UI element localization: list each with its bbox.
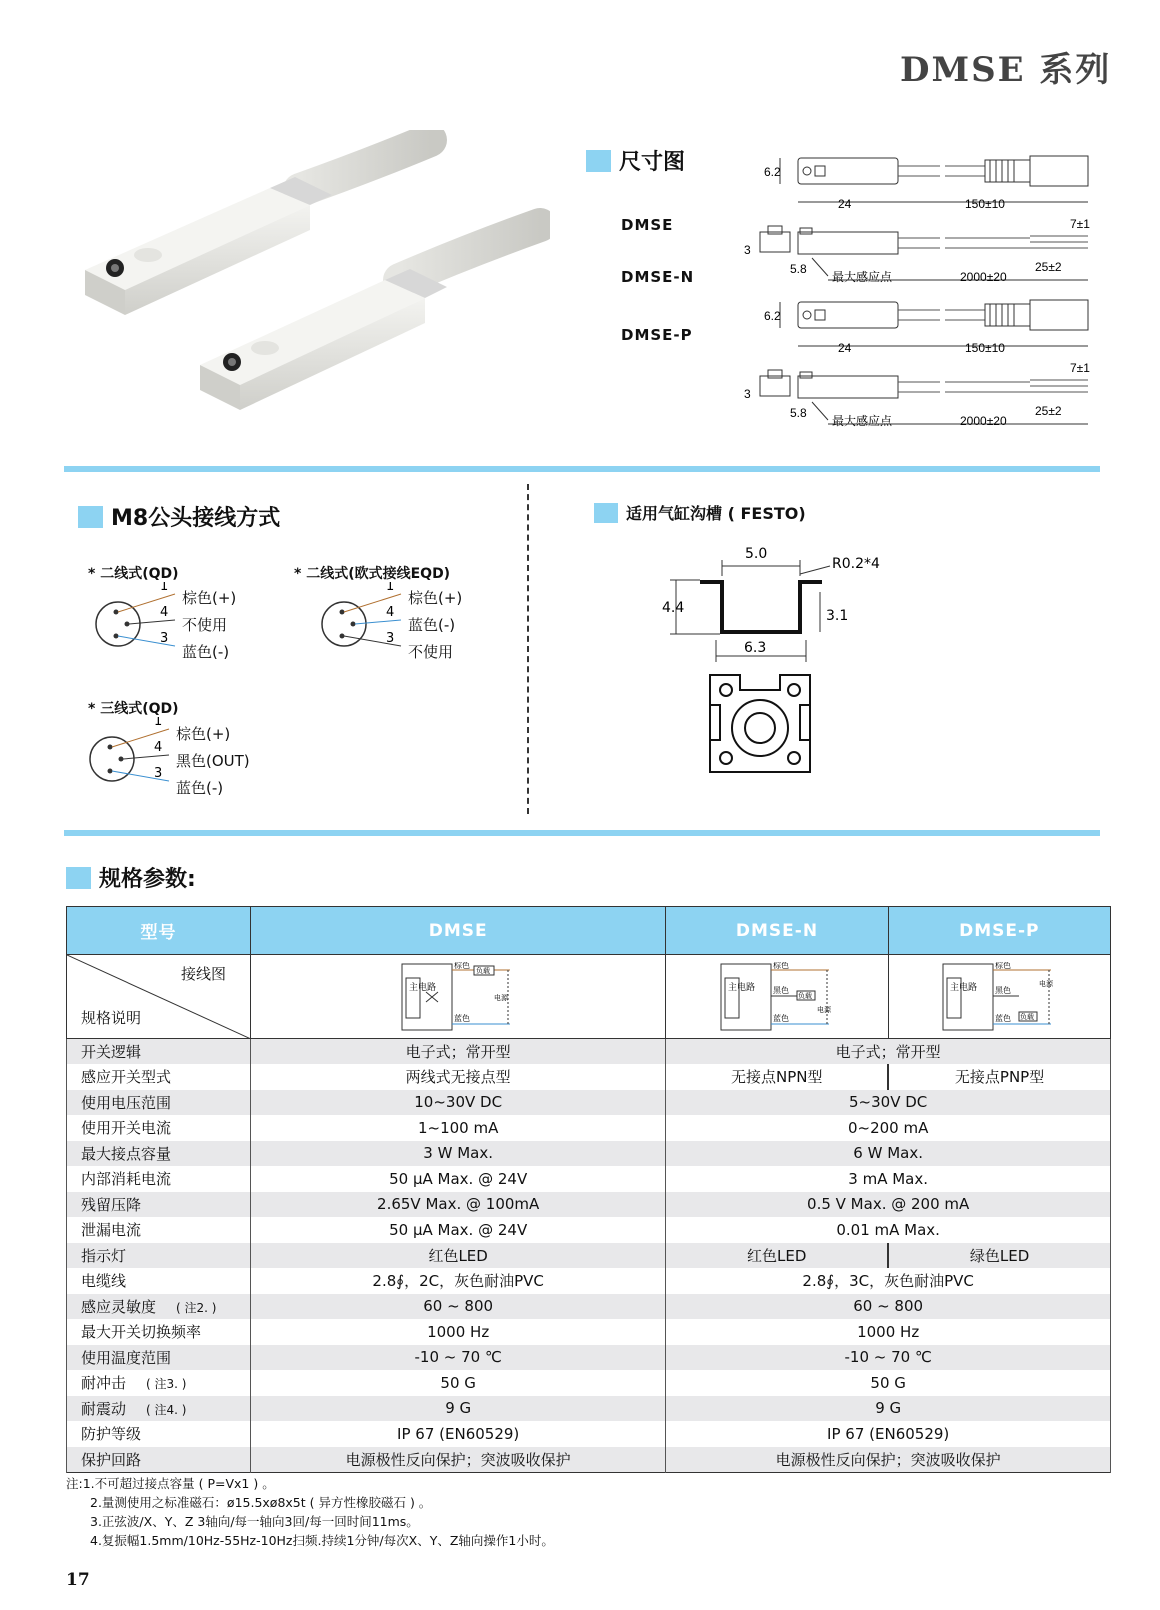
svg-text:电源: 电源 xyxy=(816,1005,831,1014)
spec-label: 感应开关型式 xyxy=(67,1064,251,1090)
groove-radius: R0.2*4 xyxy=(832,556,880,572)
dim-tip: 7±1 xyxy=(1070,362,1090,375)
groove-drawing xyxy=(660,540,910,790)
spec-value-dmse: 50 μA Max. @ 24V xyxy=(251,1166,666,1192)
dim-sense-offset: 5.8 xyxy=(790,406,807,420)
page-number: 17 xyxy=(66,1570,90,1590)
header-dmse-p: DMSE-P xyxy=(888,907,1110,955)
dim-strip: 25±2 xyxy=(1035,260,1062,274)
three-wire-qd-title: * 三线式(QD) xyxy=(88,701,179,717)
pin3-label: 蓝色(-) xyxy=(176,779,224,797)
connector-two-wire-qd xyxy=(90,582,190,662)
spec-row xyxy=(67,1039,1111,1065)
circuit-dmse xyxy=(251,955,666,1039)
note-3: 3.正弦波/X、Y、Z 3轴向/每一轴向3回/每一回时间11ms。 xyxy=(90,1514,419,1529)
dim-thickness: 3 xyxy=(744,387,751,401)
pin1-label: 棕色(+) xyxy=(176,725,231,743)
dim-max-sense: 最大感应点 xyxy=(832,270,893,284)
model-dmse: DMSE xyxy=(621,216,674,234)
spec-row xyxy=(67,1090,1111,1116)
dim-cable-free: 2000±20 xyxy=(960,270,1007,284)
svg-text:1: 1 xyxy=(154,717,163,729)
svg-text:主电路: 主电路 xyxy=(727,982,755,993)
spec-value-dmse: 9 G xyxy=(251,1396,666,1422)
model-dmse-p: DMSE-P xyxy=(621,326,693,344)
spec-label: 保护回路 xyxy=(67,1447,251,1473)
spec-value-dmse: 3 W Max. xyxy=(251,1141,666,1167)
spec-label: 电缆线 xyxy=(67,1268,251,1294)
model-dmse-n: DMSE-N xyxy=(621,268,695,286)
dim-height: 6.2 xyxy=(764,165,781,179)
notes xyxy=(66,1474,554,1550)
spec-value-dmse: 50 G xyxy=(251,1370,666,1396)
cylinder-section xyxy=(710,675,810,772)
diag-cell xyxy=(67,955,251,1039)
groove-top: 5.0 xyxy=(745,546,768,562)
sensor-1 xyxy=(85,177,332,315)
pin4-label: 不使用 xyxy=(182,616,228,634)
dim-sense-offset: 5.8 xyxy=(790,262,807,276)
spec-label: 感应灵敏度 ( 注2. ) xyxy=(67,1294,251,1320)
diag-bottom-label: 规格说明 xyxy=(81,1009,142,1027)
spec-label: 最大接点容量 xyxy=(67,1141,251,1167)
pin4-label: 蓝色(-) xyxy=(408,616,456,634)
svg-text:4: 4 xyxy=(160,605,169,620)
spec-row xyxy=(67,1115,1111,1141)
spec-value-dmse: 10~30V DC xyxy=(251,1090,666,1116)
spec-value-np: 3 mA Max. xyxy=(666,1166,1111,1192)
section-divider-1 xyxy=(64,466,1100,472)
spec-value-np: 2.8∮，3C，灰色耐油PVC xyxy=(666,1268,1111,1294)
spec-row xyxy=(67,1243,1111,1269)
connector-two-wire-eqd xyxy=(316,582,416,662)
spec-value-dmse-n: 红色LED xyxy=(666,1243,888,1269)
dimension-drawing-qd-2 xyxy=(740,294,1110,354)
spec-row xyxy=(67,1345,1111,1371)
spec-row xyxy=(67,1064,1111,1090)
diag-top-label: 接线图 xyxy=(181,965,227,983)
spec-label: 内部消耗电流 xyxy=(67,1166,251,1192)
spec-label: 防护等级 xyxy=(67,1421,251,1447)
spec-label: 泄漏电流 xyxy=(67,1217,251,1243)
spec-value-np: 电子式；常开型 xyxy=(666,1039,1111,1065)
dim-max-sense: 最大感应点 xyxy=(832,414,893,428)
groove-depth: 3.1 xyxy=(826,608,849,624)
svg-text:黑色: 黑色 xyxy=(772,985,789,995)
dimension-drawing-flying-2 xyxy=(740,362,1110,434)
groove-height: 4.4 xyxy=(662,600,685,616)
header-dmse: DMSE xyxy=(251,907,666,955)
svg-text:负载: 负载 xyxy=(476,966,491,975)
dim-cable: 150±10 xyxy=(965,341,1005,354)
svg-text:负载: 负载 xyxy=(797,991,812,1000)
dim-strip: 25±2 xyxy=(1035,404,1062,418)
svg-text:3: 3 xyxy=(386,631,395,646)
sensor-2 xyxy=(200,269,447,410)
spec-label: 使用开关电流 xyxy=(67,1115,251,1141)
svg-text:4: 4 xyxy=(154,740,163,755)
spec-value-dmse: 电子式；常开型 xyxy=(251,1039,666,1065)
spec-row xyxy=(67,1294,1111,1320)
spec-value-dmse-p: 绿色LED xyxy=(888,1243,1110,1269)
spec-value-dmse: 1000 Hz xyxy=(251,1319,666,1345)
svg-text:棕色: 棕色 xyxy=(454,961,471,970)
dim-length: 24 xyxy=(838,197,852,210)
spec-label: 使用温度范围 xyxy=(67,1345,251,1371)
dim-tip: 7±1 xyxy=(1070,218,1090,231)
spec-value-dmse: 50 μA Max. @ 24V xyxy=(251,1217,666,1243)
spec-value-np: 0~200 mA xyxy=(666,1115,1111,1141)
svg-text:1: 1 xyxy=(386,582,395,594)
spec-value-dmse: 2.65V Max. @ 100mA xyxy=(251,1192,666,1218)
spec-value-dmse: 红色LED xyxy=(251,1243,666,1269)
groove-bottom: 6.3 xyxy=(744,640,767,656)
dim-cable-free: 2000±20 xyxy=(960,414,1007,428)
spec-value-np: 0.01 mA Max. xyxy=(666,1217,1111,1243)
dimension-section-title: 尺寸图 xyxy=(586,145,685,176)
vertical-divider xyxy=(527,484,529,814)
spec-row xyxy=(67,1217,1111,1243)
circuit-dmse-p xyxy=(888,955,1110,1039)
spec-value-np: -10 ~ 70 ℃ xyxy=(666,1345,1111,1371)
spec-row xyxy=(67,1319,1111,1345)
spec-label: 残留压降 xyxy=(67,1192,251,1218)
spec-value-np: 50 G xyxy=(666,1370,1111,1396)
pin1-label: 棕色(+) xyxy=(182,589,237,607)
spec-value-np: 1000 Hz xyxy=(666,1319,1111,1345)
pin3-label: 不使用 xyxy=(408,643,454,661)
section-marker xyxy=(586,150,611,172)
svg-text:3: 3 xyxy=(154,766,163,781)
dimension-drawing-flying-1 xyxy=(740,218,1110,290)
svg-text:黑色: 黑色 xyxy=(995,985,1012,995)
spec-value-dmse: 1~100 mA xyxy=(251,1115,666,1141)
svg-text:电源: 电源 xyxy=(1039,979,1054,988)
header-model: 型号 xyxy=(67,907,251,955)
spec-row xyxy=(67,1421,1111,1447)
notes-prefix: 注: xyxy=(66,1476,83,1491)
two-wire-eqd-title: * 二线式(欧式接线EQD) xyxy=(294,566,451,582)
groove-section-title: 适用气缸沟槽 ( FESTO) xyxy=(594,501,806,524)
spec-value-dmse: 电源极性反向保护；突波吸收保护 xyxy=(251,1447,666,1473)
spec-value-dmse: 两线式无接点型 xyxy=(251,1064,666,1090)
svg-text:蓝色: 蓝色 xyxy=(454,1013,471,1023)
spec-value-dmse: IP 67 (EN60529) xyxy=(251,1421,666,1447)
spec-row xyxy=(67,1192,1111,1218)
pin3-label: 蓝色(-) xyxy=(182,643,230,661)
spec-section-title: 规格参数: xyxy=(66,862,196,893)
spec-label: 指示灯 xyxy=(67,1243,251,1269)
spec-value-np: 电源极性反向保护；突波吸收保护 xyxy=(666,1447,1111,1473)
spec-value-np: 5~30V DC xyxy=(666,1090,1111,1116)
spec-value-dmse: -10 ~ 70 ℃ xyxy=(251,1345,666,1371)
svg-text:蓝色: 蓝色 xyxy=(772,1013,789,1023)
spec-value-dmse: 60 ~ 800 xyxy=(251,1294,666,1320)
product-photo xyxy=(70,130,550,430)
spec-row xyxy=(67,1268,1111,1294)
svg-text:1: 1 xyxy=(160,582,169,594)
spec-table xyxy=(66,906,1111,1473)
spec-value-dmse-p: 无接点PNP型 xyxy=(888,1064,1110,1090)
section-marker xyxy=(78,506,103,528)
series-title: DMSE 系列 xyxy=(900,50,1112,90)
spec-value-np: 60 ~ 800 xyxy=(666,1294,1111,1320)
m8-section-title: M8公头接线方式 xyxy=(78,501,280,532)
connector-three-wire-qd xyxy=(84,717,184,797)
svg-text:3: 3 xyxy=(160,631,169,646)
spec-label: 耐冲击 ( 注3. ) xyxy=(67,1370,251,1396)
svg-text:棕色: 棕色 xyxy=(995,961,1012,970)
spec-value-dmse-n: 无接点NPN型 xyxy=(666,1064,888,1090)
spec-label: 开关逻辑 xyxy=(67,1039,251,1065)
header-dmse-n: DMSE-N xyxy=(666,907,888,955)
circuit-dmse-n xyxy=(666,955,888,1039)
spec-value-np: 9 G xyxy=(666,1396,1111,1422)
svg-text:蓝色: 蓝色 xyxy=(995,1013,1012,1023)
spec-value-np: IP 67 (EN60529) xyxy=(666,1421,1111,1447)
spec-label: 使用电压范围 xyxy=(67,1090,251,1116)
section-divider-2 xyxy=(64,830,1100,836)
svg-text:电源: 电源 xyxy=(494,993,509,1002)
svg-text:棕色: 棕色 xyxy=(772,961,789,970)
spec-row xyxy=(67,1166,1111,1192)
dim-cable: 150±10 xyxy=(965,197,1005,210)
spec-value-np: 0.5 V Max. @ 200 mA xyxy=(666,1192,1111,1218)
dim-thickness: 3 xyxy=(744,243,751,257)
note-4: 4.复振幅1.5mm/10Hz-55Hz-10Hz扫频.持续1分钟/每次X、Y、Z轴向操作1小时。 xyxy=(90,1533,554,1548)
note-2: 2.量测使用之标准磁石：ø15.5xø8x5t ( 异方性橡胶磁石 ) 。 xyxy=(90,1495,432,1510)
svg-text:主电路: 主电路 xyxy=(950,982,978,993)
spec-row xyxy=(67,1370,1111,1396)
spec-value-dmse: 2.8∮，2C，灰色耐油PVC xyxy=(251,1268,666,1294)
two-wire-qd-title: * 二线式(QD) xyxy=(88,566,179,582)
dimension-drawing-qd-1 xyxy=(740,150,1110,210)
spec-row xyxy=(67,1141,1111,1167)
spec-row xyxy=(67,1396,1111,1422)
spec-label: 最大开关切换频率 xyxy=(67,1319,251,1345)
dim-length: 24 xyxy=(838,341,852,354)
spec-row xyxy=(67,1447,1111,1473)
spec-value-np: 6 W Max. xyxy=(666,1141,1111,1167)
dim-height: 6.2 xyxy=(764,309,781,323)
svg-text:负载: 负载 xyxy=(1020,1012,1035,1021)
pin4-label: 黑色(OUT) xyxy=(176,752,250,770)
svg-text:4: 4 xyxy=(386,605,395,620)
spec-label: 耐震动 ( 注4. ) xyxy=(67,1396,251,1422)
pin1-label: 棕色(+) xyxy=(408,589,463,607)
svg-text:主电路: 主电路 xyxy=(409,982,437,993)
note-1: 1.不可超过接点容量 ( P=Vx1 ) 。 xyxy=(82,1476,275,1491)
